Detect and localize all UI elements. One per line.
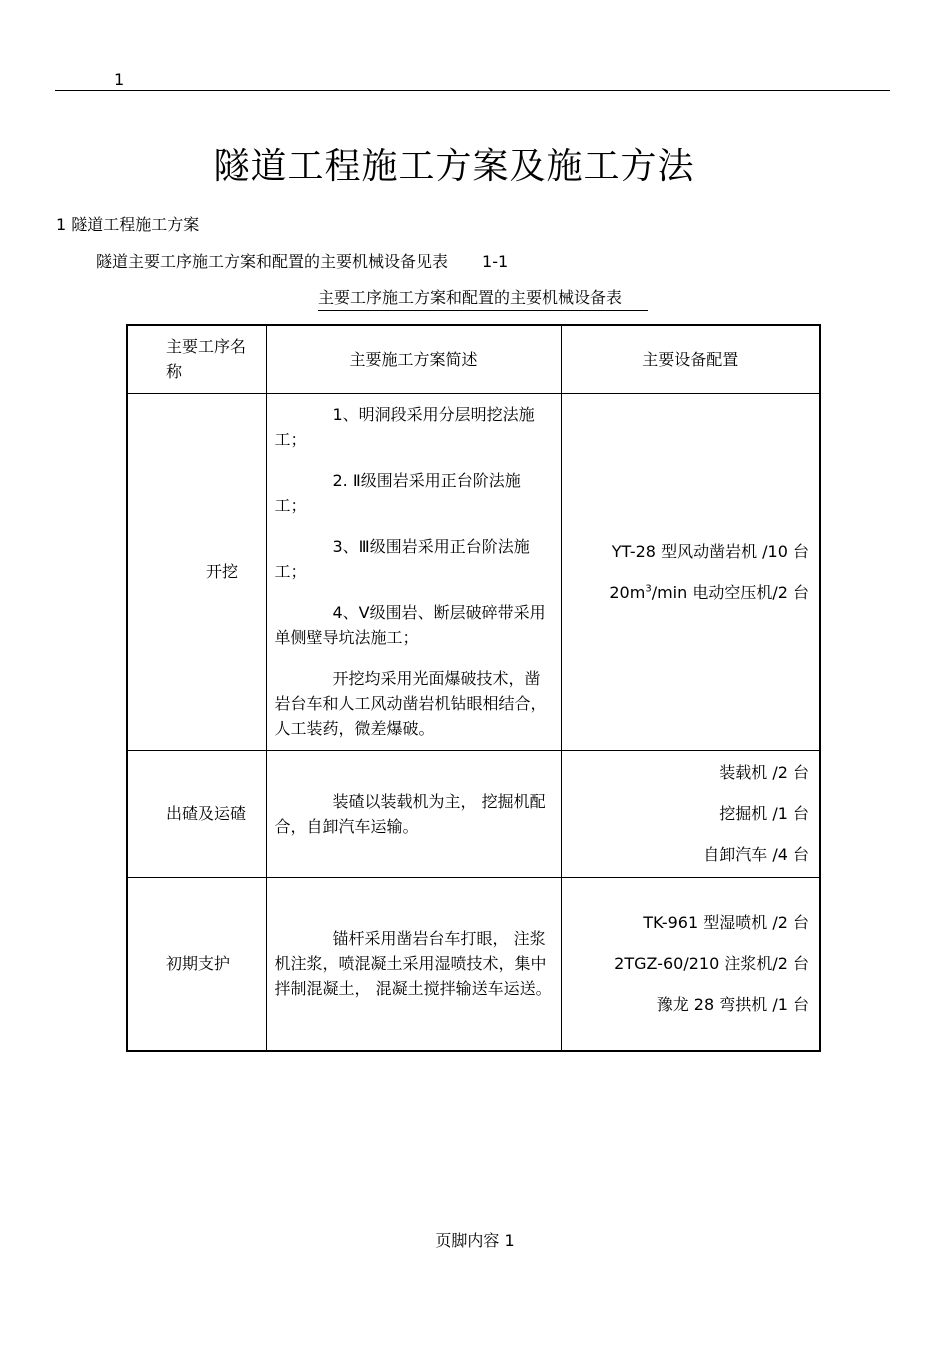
section-heading: 1 隧道工程施工方案: [56, 215, 200, 234]
page-footer: 页脚内容 1: [435, 1231, 515, 1250]
equipment-cell: [561, 877, 820, 1051]
equipment-item: 自卸汽车 /4 台: [703, 845, 809, 864]
document-title: 隧道工程施工方案及施工方法: [213, 146, 695, 187]
method-cell: [266, 393, 561, 750]
method-item: 2. Ⅱ级围岩采用正台阶法施工；: [274, 471, 521, 515]
method-cell: [266, 877, 561, 1051]
table-row: [127, 750, 820, 877]
superscript-cubed: 3: [645, 583, 652, 595]
method-item: 4、Ⅴ级围岩、断层破碎带采用单侧壁导坑法施工；: [274, 603, 546, 647]
equipment-item: 挖掘机 /1 台: [719, 804, 809, 823]
equipment-cell: [561, 393, 820, 750]
equipment-prefix: 20m: [609, 582, 646, 602]
process-name-cell: 出碴及运碴: [127, 750, 266, 877]
header-process-name: [127, 325, 266, 393]
intro-text: 隧道主要工序施工方案和配置的主要机械设备见表: [96, 252, 449, 271]
equipment-item: YT-28 型风动凿岩机 /10 台: [611, 541, 809, 561]
equipment-item: 豫龙 28 弯拱机 /1 台: [656, 995, 809, 1015]
header-process-name-text: 主要工序名称: [166, 337, 247, 382]
header-equipment: 主要设备配置: [561, 325, 820, 393]
equipment-item: 装载机 /2 台: [719, 763, 809, 782]
method-item: 1、明洞段采用分层明挖法施工；: [274, 405, 535, 449]
equipment-cell: [561, 750, 820, 877]
table-reference: 1-1: [482, 252, 509, 271]
header-method: 主要施工方案简述: [266, 325, 561, 393]
table-row: [127, 877, 820, 1051]
equipment-suffix: /min 电动空压机/2 台: [651, 582, 809, 602]
header-page-number: 1: [114, 70, 125, 89]
table-header-row: [127, 325, 820, 393]
method-item: 3、Ⅲ级围岩采用正台阶法施工；: [274, 537, 530, 581]
method-item: 锚杆采用凿岩台车打眼， 注浆机注浆，喷混凝土采用湿喷技术，集中拌制混凝土， 混凝土搅拌输送车运送。: [274, 929, 552, 999]
header-divider: [55, 90, 890, 91]
table-caption: 主要工序施工方案和配置的主要机械设备表: [318, 285, 648, 311]
equipment-table: [126, 324, 821, 1052]
method-item: 开挖均采用光面爆破技术，凿岩台车和人工风动凿岩机钻眼相结合，人工装药，微差爆破。: [274, 669, 547, 738]
process-name-cell: 初期支护: [127, 877, 266, 1051]
equipment-item: TK-961 型湿喷机 /2 台: [643, 913, 809, 933]
method-cell: [266, 750, 561, 877]
intro-paragraph: [96, 249, 508, 272]
process-name-cell: 开挖: [127, 393, 266, 750]
method-item: 装碴以装载机为主， 挖掘机配合，自卸汽车运输。: [274, 791, 546, 836]
table-row: [127, 393, 820, 750]
equipment-item: 2TGZ-60/210 注浆机/2 台: [614, 954, 809, 974]
equipment-item: [562, 580, 820, 605]
